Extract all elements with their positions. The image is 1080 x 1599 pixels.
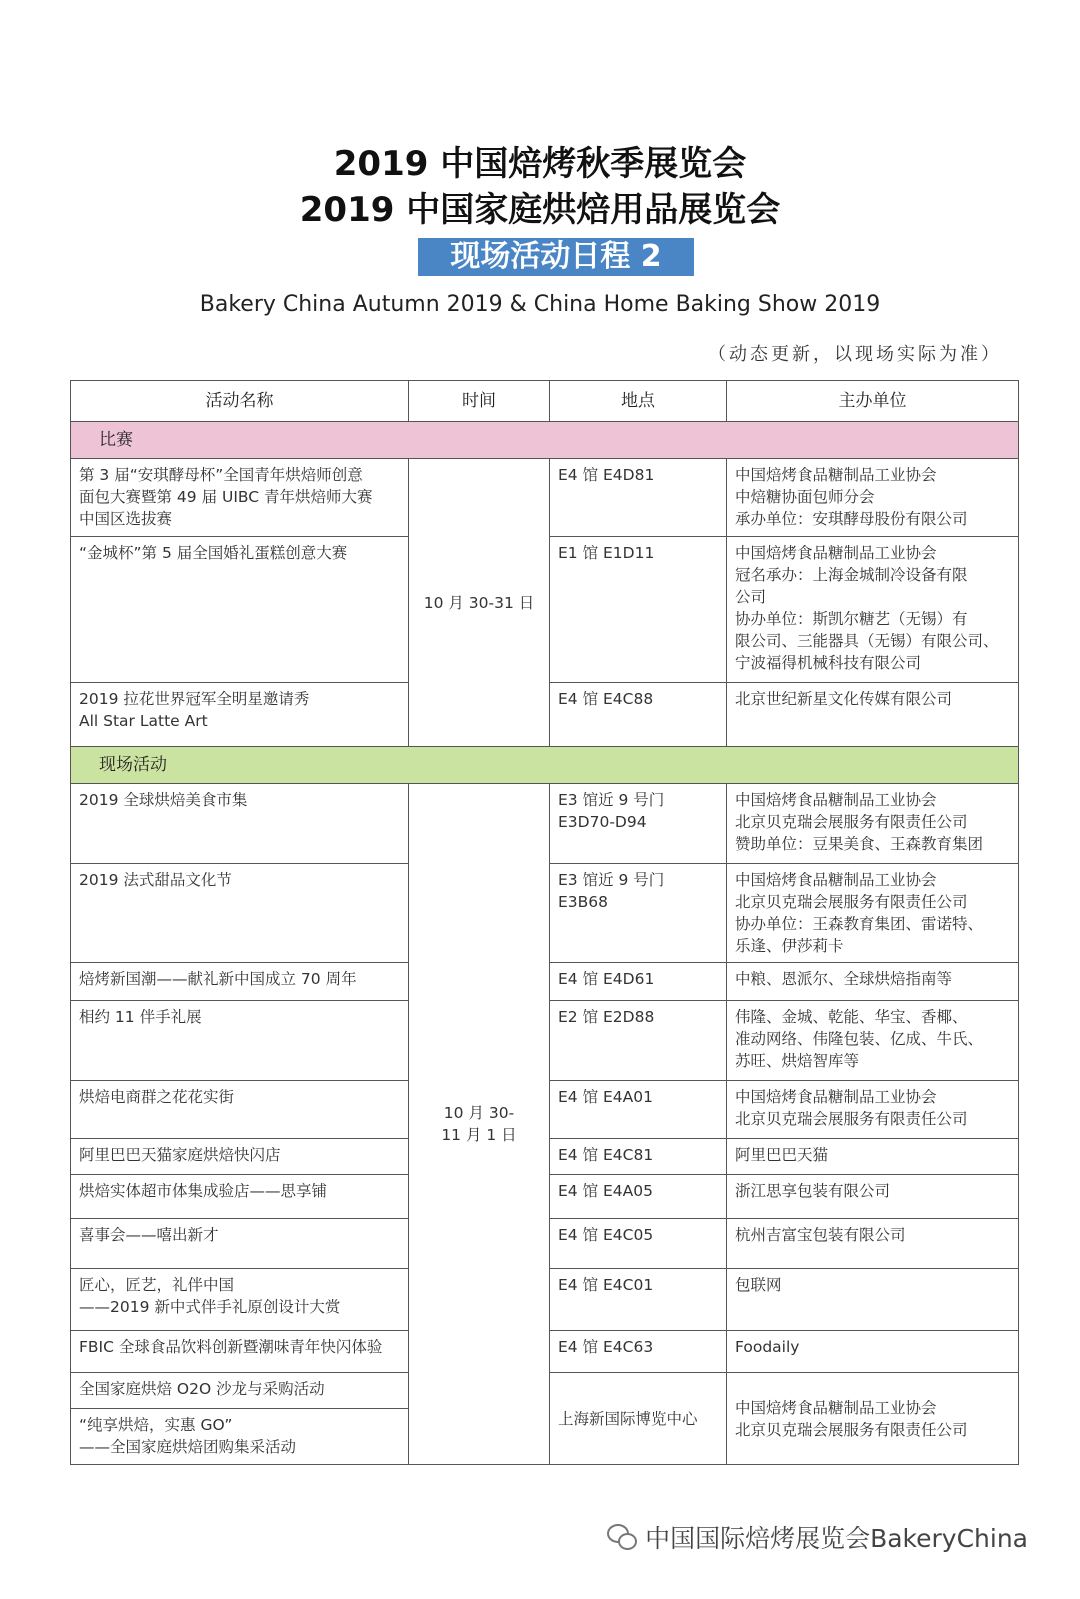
cell-line: ——全国家庭烘焙团购集采活动	[79, 1438, 297, 1456]
cell-line: 北京贝克瑞会展服务有限责任公司	[735, 893, 968, 911]
event-name-cell	[71, 1175, 409, 1219]
cell-line: All Star Latte Art	[79, 712, 208, 730]
wechat-icon	[607, 1524, 637, 1550]
time-cell: 10 月 30-31 日	[409, 459, 550, 747]
organizer-cell	[727, 1001, 1019, 1081]
cell-line: 2019 拉花世界冠军全明星邀请秀	[79, 690, 310, 708]
organizer-cell	[727, 683, 1019, 747]
table-row	[71, 784, 1019, 864]
time-cell	[409, 784, 550, 1465]
event-name-cell	[71, 1373, 409, 1409]
cell-line: 中国焙烤食品糖制品工业协会	[735, 1088, 937, 1106]
cell-line: E4 馆 E4D61	[558, 970, 655, 988]
venue-cell	[550, 1139, 727, 1175]
cell-line: 中国焙烤食品糖制品工业协会	[735, 1398, 937, 1417]
cell-line: 包联网	[735, 1276, 782, 1294]
event-name-cell	[71, 784, 409, 864]
section-contests	[71, 422, 1019, 459]
cell-line: 上海新国际博览中心	[558, 1409, 698, 1428]
venue-cell	[550, 1219, 727, 1269]
event-name-cell	[71, 864, 409, 963]
organizer-cell	[727, 1175, 1019, 1219]
cell-line: 协办单位：斯凯尔糖艺（无锡）有	[735, 610, 968, 628]
cell-line: 相约 11 伴手礼展	[79, 1008, 202, 1026]
cell-line: 准动网络、伟隆包装、亿成、牛氏、	[735, 1030, 984, 1048]
cell-line: 中国焙烤食品糖制品工业协会	[735, 791, 937, 809]
organizer-cell	[727, 963, 1019, 1001]
cell-line: 第 3 届“安琪酵母杯”全国青年烘焙师创意	[79, 466, 363, 484]
cell-line: 阿里巴巴天猫家庭烘焙快闪店	[79, 1146, 281, 1164]
cell-line: 宁波福得机械科技有限公司	[735, 654, 922, 672]
col-header-organizer: 主办单位	[727, 381, 1019, 422]
organizer-cell	[727, 1269, 1019, 1331]
venue-cell	[550, 459, 727, 537]
cell-line: E3 馆近 9 号门	[558, 791, 665, 809]
cell-line: 中焙糖协面包师分会	[735, 488, 875, 506]
event-name-cell	[71, 459, 409, 537]
cell-line: FBIC 全球食品饮料创新暨潮味青年快闪体验	[79, 1338, 383, 1356]
cell-line: 面包大赛暨第 49 届 UIBC 青年烘焙师大赛	[79, 488, 373, 506]
col-header-name: 活动名称	[71, 381, 409, 422]
table-row	[71, 459, 1019, 537]
organizer-cell	[727, 1219, 1019, 1269]
footer-text: 中国国际焙烤展览会BakeryChina	[645, 1524, 1028, 1553]
cell-line: “纯享烘焙，实惠 GO”	[79, 1416, 233, 1434]
organizer-cell	[727, 1373, 1019, 1465]
cell-line: E2 馆 E2D88	[558, 1008, 655, 1026]
cell-line: 中国区选拔赛	[79, 510, 173, 528]
event-name-cell	[71, 1001, 409, 1081]
cell-line: 协办单位：王森教育集团、雷诺特、	[735, 915, 984, 933]
organizer-cell	[727, 1081, 1019, 1139]
title-line-2: 2019 中国家庭烘焙用品展览会	[299, 190, 781, 230]
cell-line: ——2019 新中式伴手礼原创设计大赏	[79, 1298, 341, 1316]
organizer-cell	[727, 1331, 1019, 1373]
organizer-cell	[727, 784, 1019, 864]
cell-line: 烘焙实体超市体集成验店——思享铺	[79, 1182, 328, 1200]
schedule-badge: 现场活动日程 2	[418, 238, 694, 276]
cell-line: 公司	[735, 588, 767, 606]
cell-line: 苏旺、烘焙智库等	[735, 1052, 860, 1070]
cell-line: E1 馆 E1D11	[558, 544, 655, 562]
cell-line: 10 月 30-	[443, 1104, 515, 1122]
cell-line: 浙江思享包装有限公司	[735, 1182, 891, 1200]
event-name-cell	[71, 1409, 409, 1465]
cell-line: 伟隆、金城、乾能、华宝、香椰、	[735, 1008, 968, 1026]
cell-line: 烘焙电商群之花花实街	[79, 1088, 235, 1106]
organizer-cell	[727, 459, 1019, 537]
venue-cell	[550, 1331, 727, 1373]
cell-line: 中国焙烤食品糖制品工业协会	[735, 466, 937, 484]
footer-watermark	[607, 1519, 1028, 1555]
event-name-cell	[71, 683, 409, 747]
cell-line: E3D70-D94	[558, 813, 647, 831]
cell-line: 北京贝克瑞会展服务有限责任公司	[735, 1420, 968, 1439]
cell-line: 承办单位：安琪酵母股份有限公司	[735, 510, 968, 528]
organizer-cell	[727, 1139, 1019, 1175]
event-name-cell	[71, 1269, 409, 1331]
event-name-cell	[71, 537, 409, 683]
update-note: （动态更新，以现场实际为准）	[708, 344, 1002, 365]
venue-cell	[550, 1175, 727, 1219]
cell-line: E3B68	[558, 893, 609, 911]
cell-line: 匠心，匠艺，礼伴中国	[79, 1276, 235, 1294]
event-name-cell	[71, 1139, 409, 1175]
cell-line: 北京世纪新星文化传媒有限公司	[735, 690, 953, 708]
cell-line: 赞助单位：豆果美食、王森教育集团	[735, 835, 984, 853]
cell-line: E4 馆 E4C88	[558, 690, 654, 708]
cell-line: E4 馆 E4A01	[558, 1088, 653, 1106]
cell-line: E4 馆 E4C05	[558, 1226, 654, 1244]
cell-line: 限公司、三能器具（无锡）有限公司、	[735, 632, 999, 650]
cell-line: 中粮、恩派尔、全球烘焙指南等	[735, 970, 953, 988]
venue-cell	[550, 683, 727, 747]
cell-line: 喜事会——嘻出新才	[79, 1226, 219, 1244]
cell-line: 11 月 1 日	[441, 1126, 517, 1144]
event-name-cell	[71, 1331, 409, 1373]
cell-line: 全国家庭烘焙 O2O 沙龙与采购活动	[79, 1380, 325, 1398]
english-subtitle: Bakery China Autumn 2019 & China Home Baking Show 2019	[199, 292, 881, 317]
cell-line: 冠名承办：上海金城制冷设备有限	[735, 566, 968, 584]
cell-line: Foodaily	[735, 1338, 800, 1356]
venue-cell	[550, 1081, 727, 1139]
cell-line: E4 馆 E4C01	[558, 1276, 654, 1294]
section-contests-label: 比赛	[71, 422, 1019, 459]
col-header-venue: 地点	[550, 381, 727, 422]
venue-cell	[550, 537, 727, 683]
venue-cell	[550, 963, 727, 1001]
cell-line: 中国焙烤食品糖制品工业协会	[735, 544, 937, 562]
section-activities-label: 现场活动	[71, 747, 1019, 784]
cell-line: E4 馆 E4C81	[558, 1146, 654, 1164]
organizer-cell	[727, 537, 1019, 683]
section-activities	[71, 747, 1019, 784]
event-name-cell	[71, 1219, 409, 1269]
cell-line: E3 馆近 9 号门	[558, 871, 665, 889]
cell-line: 中国焙烤食品糖制品工业协会	[735, 871, 937, 889]
table-header-row	[71, 381, 1019, 422]
cell-line: 乐逢、伊莎莉卡	[735, 937, 844, 955]
venue-cell	[550, 1269, 727, 1331]
venue-cell	[550, 1373, 727, 1465]
cell-line: 阿里巴巴天猫	[735, 1146, 829, 1164]
cell-line: E4 馆 E4A05	[558, 1182, 653, 1200]
cell-line: 2019 法式甜品文化节	[79, 871, 232, 889]
cell-line: 2019 全球烘焙美食市集	[79, 791, 248, 809]
event-name-cell	[71, 1081, 409, 1139]
cell-line: 焙烤新国潮——献礼新中国成立 70 周年	[79, 970, 357, 988]
cell-line: 杭州吉富宝包装有限公司	[735, 1226, 906, 1244]
title-line-1: 2019 中国焙烤秋季展览会	[333, 144, 747, 184]
cell-line: E4 馆 E4C63	[558, 1338, 654, 1356]
cell-line: 北京贝克瑞会展服务有限责任公司	[735, 813, 968, 831]
schedule-table	[70, 380, 1019, 1465]
venue-cell	[550, 864, 727, 963]
cell-line: 北京贝克瑞会展服务有限责任公司	[735, 1110, 968, 1128]
col-header-time: 时间	[409, 381, 550, 422]
cell-line: E4 馆 E4D81	[558, 466, 655, 484]
organizer-cell	[727, 864, 1019, 963]
cell-line: “金城杯”第 5 届全国婚礼蛋糕创意大赛	[79, 544, 348, 562]
venue-cell	[550, 784, 727, 864]
event-name-cell	[71, 963, 409, 1001]
venue-cell	[550, 1001, 727, 1081]
